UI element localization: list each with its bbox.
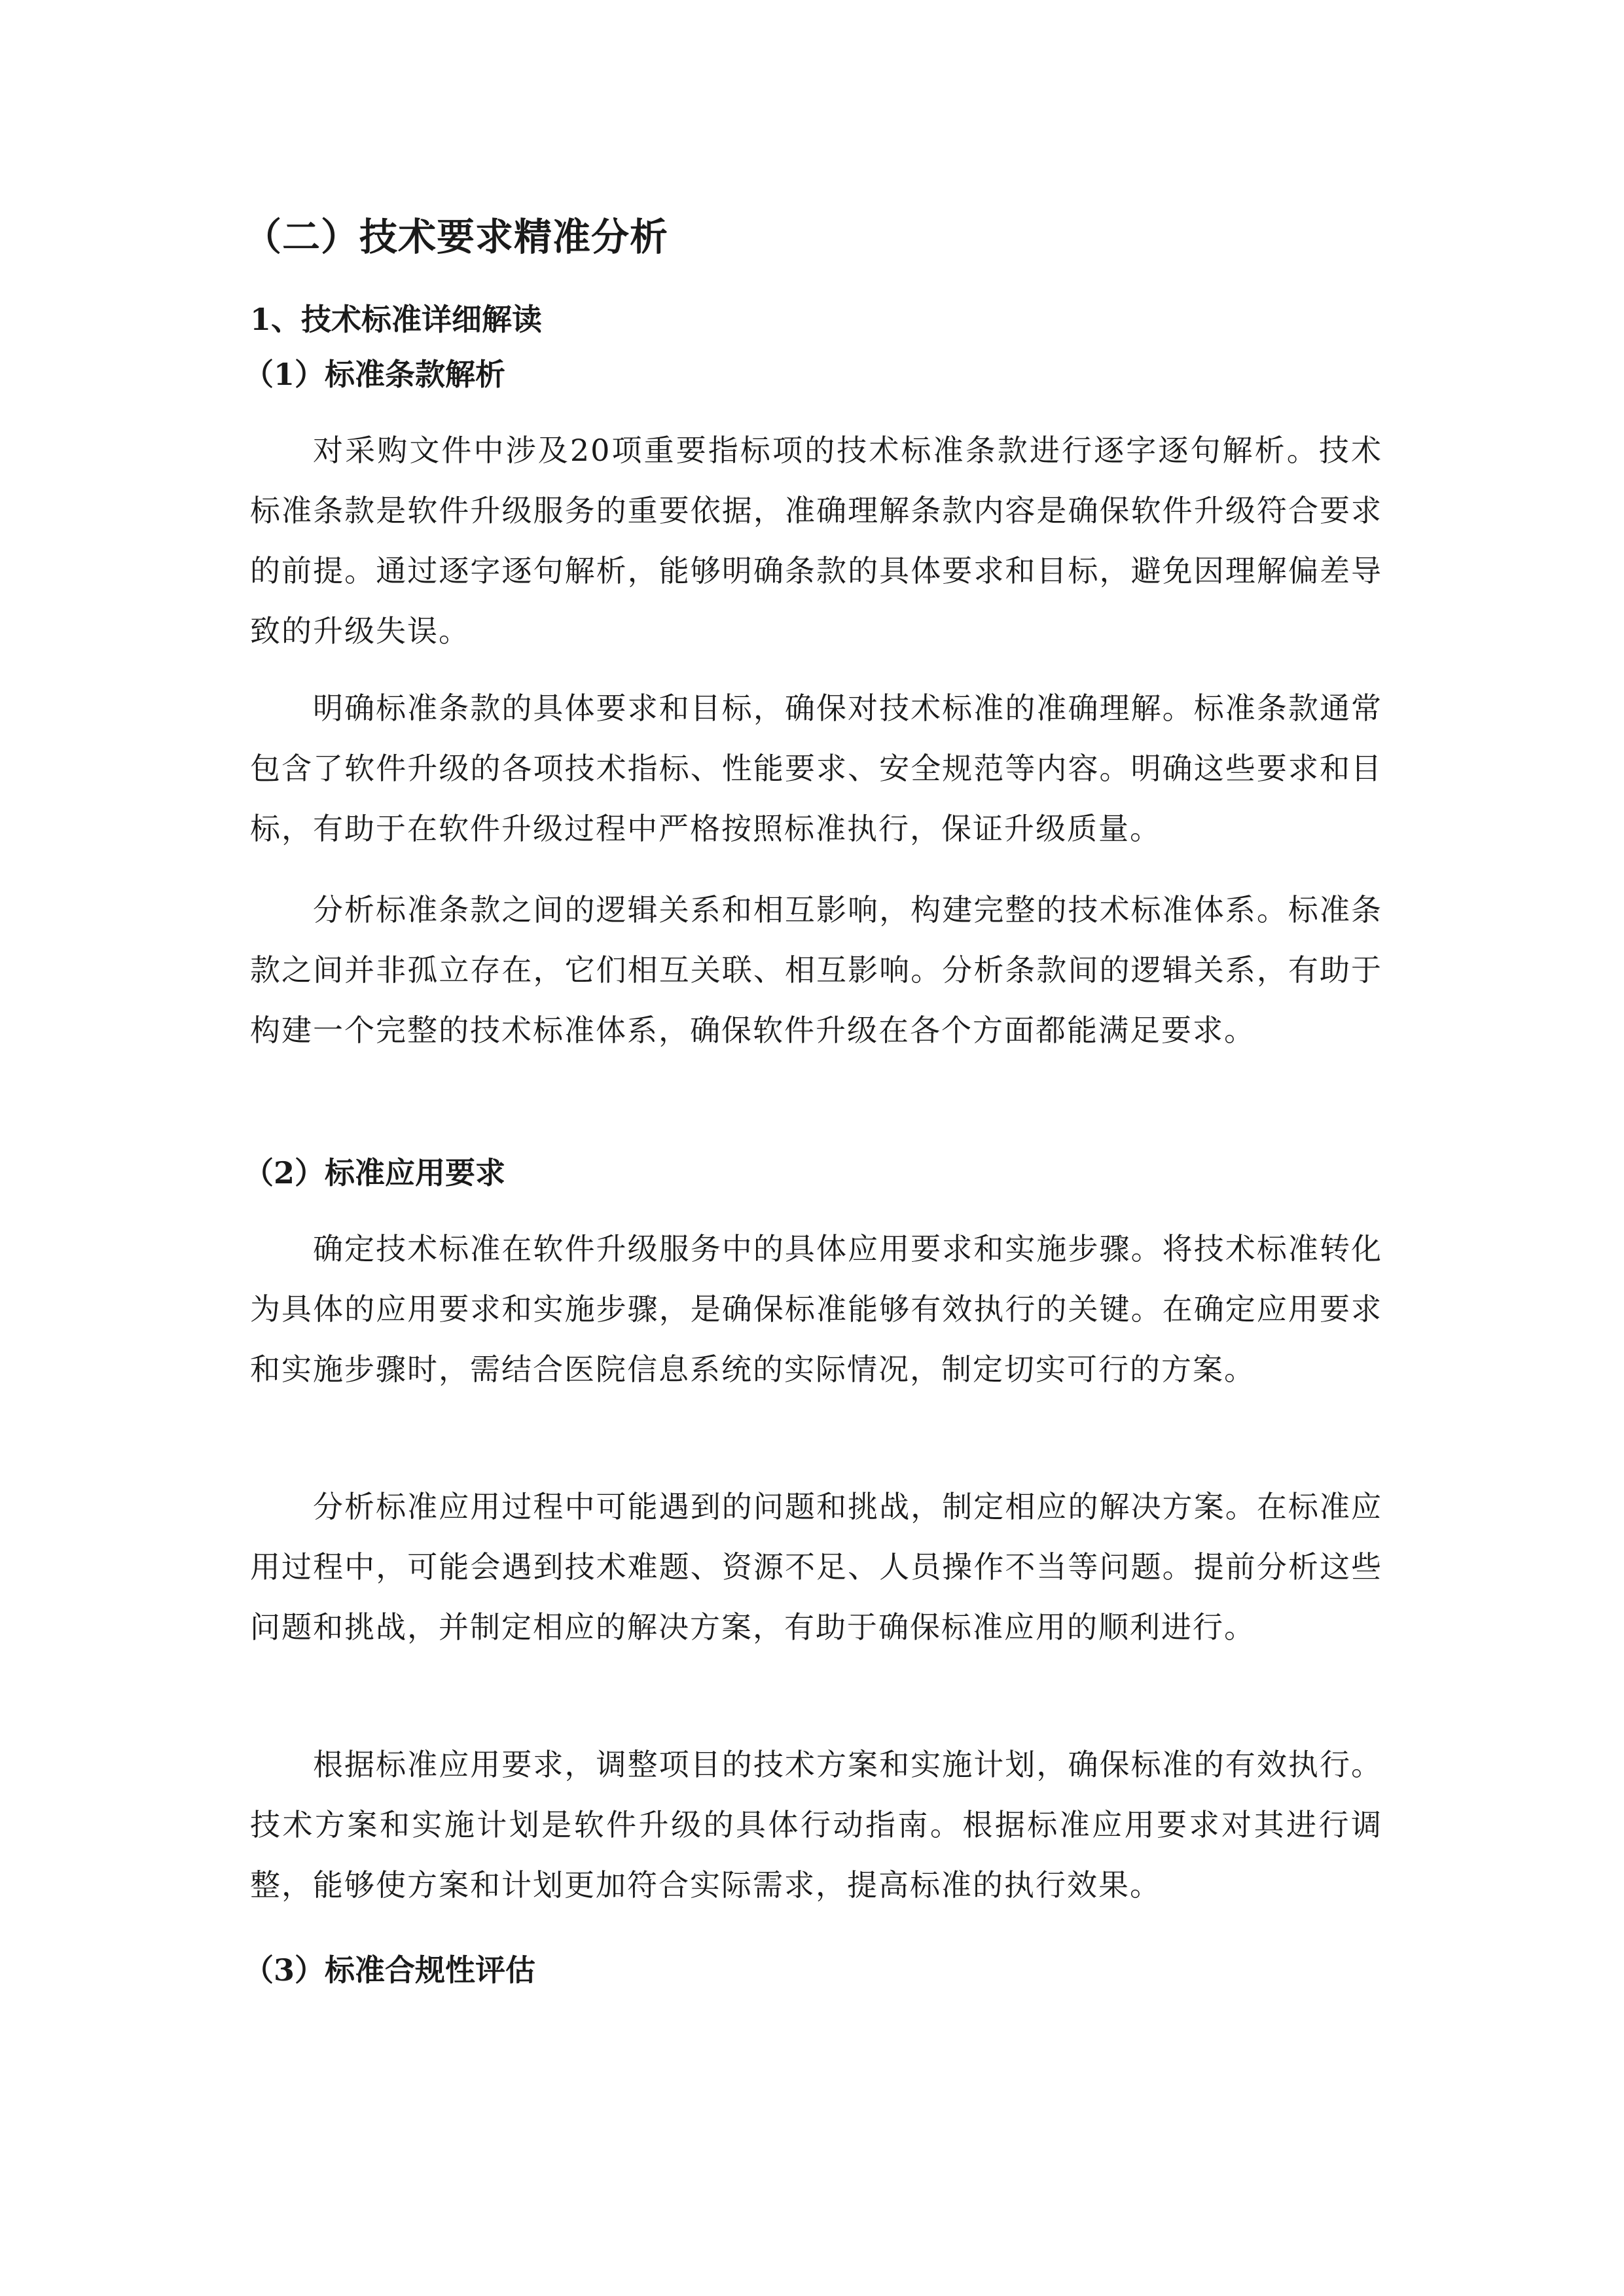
subsection-title: 1、技术标准详细解读 (250, 302, 543, 337)
paragraph-6: 根据标准应用要求，调整项目的技术方案和实施计划，确保标准的有效执行。技术方案和实施计划是软件升级的具体行动指南。根据标准应用要求对其进行调整，能够使方案和计划更加符合实际需求，提高标准的执行效果。 (250, 1747, 1382, 1903)
paragraph-5: 分析标准应用过程中可能遇到的问题和挑战，制定相应的解决方案。在标准应用过程中，可能会遇到技术难题、资源不足、人员操作不当等问题。提前分析这些问题和挑战，并制定相应的解决方案，有助于确保标准应用的顺利进行。 (250, 1489, 1382, 1645)
paragraph-2: 明确标准条款的具体要求和目标，确保对技术标准的准确理解。标准条款通常包含了软件升级的各项技术指标、性能要求、安全规范等内容。明确这些要求和目标，有助于在软件升级过程中严格按照标准执行，保证升级质量。 (250, 691, 1382, 846)
paragraph-4: 确定技术标准在软件升级服务中的具体应用要求和实施步骤。将技术标准转化为具体的应用要求和实施步骤，是确保标准能够有效执行的关键。在确定应用要求和实施步骤时，需结合医院信息系统的实际情况，制定切实可行的方案。 (250, 1231, 1382, 1387)
clause-title-3: （3）标准合规性评估 (244, 1952, 536, 1988)
paragraph-1: 对采购文件中涉及20项重要指标项的技术标准条款进行逐字逐句解析。技术标准条款是软件升级服务的重要依据，准确理解条款内容是确保软件升级符合要求的前提。通过逐字逐句解析，能够明确条款的具体要求和目标，避免因理解偏差导致的升级失误。 (250, 433, 1382, 649)
paragraph-3: 分析标准条款之间的逻辑关系和相互影响，构建完整的技术标准体系。标准条款之间并非孤立存在，它们相互关联、相互影响。分析条款间的逻辑关系，有助于构建一个完整的技术标准体系，确保软件升级在各个方面都能满足要求。 (250, 892, 1382, 1048)
section-title: （二）技术要求精准分析 (244, 215, 669, 259)
clause-title-1: （1）标准条款解析 (244, 357, 506, 392)
clause-title-2: （2）标准应用要求 (244, 1155, 506, 1191)
